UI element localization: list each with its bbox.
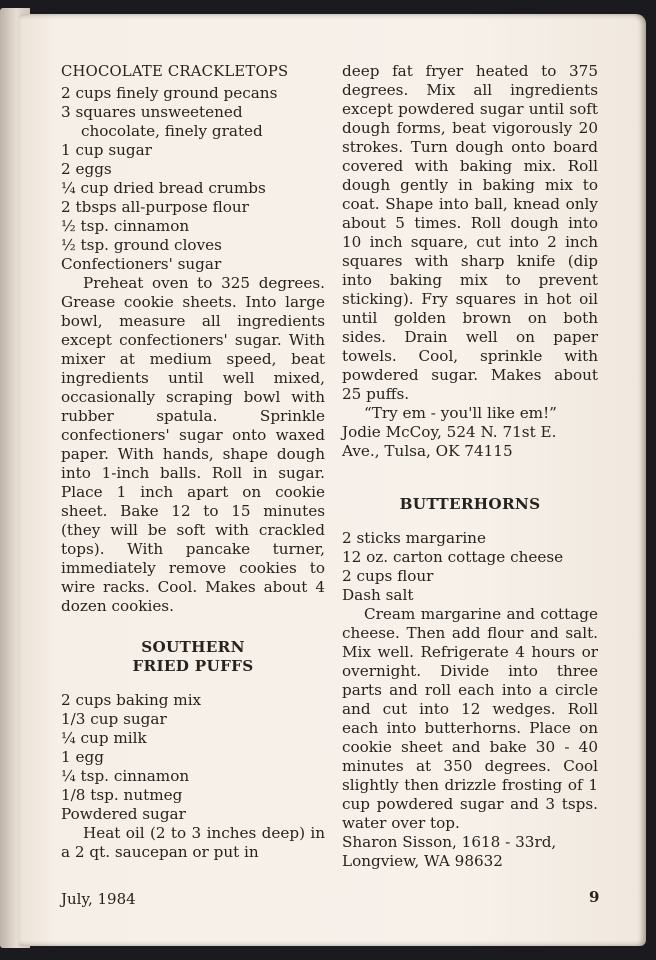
- ingredient: Confectioners' sugar: [61, 255, 222, 273]
- title-line: SOUTHERN: [141, 638, 245, 656]
- issue-date: July, 1984: [61, 890, 136, 908]
- ingredient: ¼ tsp. cinnamon: [61, 767, 190, 785]
- ingredient: chocolate, finely grated: [81, 122, 263, 140]
- ingredient: 1 cup sugar: [61, 141, 152, 159]
- ingredient: 3 squares unsweetened: [61, 103, 243, 121]
- ingredient: 2 cups finely ground pecans: [61, 84, 278, 102]
- directions-fried-puffs-start: Heat oil (2 to 3 inches deep) in a 2 qt. saucepan or put in: [61, 824, 325, 861]
- recipe-title-southern-fried-puffs: [61, 638, 325, 676]
- ingredient: 1 egg: [61, 748, 104, 766]
- magazine-page: [19, 14, 646, 946]
- contributor-line: Ave., Tulsa, OK 74115: [342, 442, 513, 460]
- contributor-line: Sharon Sisson, 1618 - 33rd,: [342, 833, 557, 851]
- ingredient: 2 sticks margarine: [342, 529, 486, 547]
- recipe-title-butterhorns: BUTTERHORNS: [399, 495, 541, 513]
- contributor-line: Jodie McCoy, 524 N. 71st E.: [342, 423, 557, 441]
- directions-crackletops: Preheat oven to 325 degrees. Grease cookie sheets. Into large bowl, measure all ingredients except confectioners' sugar. With mixer at medium speed, beat ingredients until well mixed, occasionally scraping bowl with rubber spatula. Sprinkle confectioners' sugar onto waxed paper. With hands, shape dough into 1-inch balls. Roll in sugar. Place 1 inch apart on cookie sheet. Bake 12 to 15 minutes (they will be soft with crackled tops). With pancake turner, immediately remove cookies to wire racks. Cool. Makes about 4 dozen cookies.: [61, 274, 325, 615]
- ingredient: ¼ cup milk: [61, 729, 147, 747]
- left-column: [61, 62, 325, 862]
- ingredient: 2 tbsps all-purpose flour: [61, 198, 249, 216]
- ingredient: 2 eggs: [61, 160, 112, 178]
- ingredient: 2 cups flour: [342, 567, 434, 585]
- ingredient: ½ tsp. cinnamon: [61, 217, 190, 235]
- ingredient: 1/3 cup sugar: [61, 710, 167, 728]
- title-line: FRIED PUFFS: [132, 657, 254, 675]
- contributor-line: Longview, WA 98632: [342, 852, 503, 870]
- ingredient-list-crackletops: [61, 84, 325, 274]
- recipe-title-chocolate-crackletops: CHOCOLATE CRACKLETOPS: [61, 63, 289, 80]
- ingredient: 2 cups baking mix: [61, 691, 202, 709]
- contributor-quote: “Try em - you'll like em!”: [364, 404, 557, 422]
- ingredient: 12 oz. carton cottage cheese: [342, 548, 564, 566]
- ingredient: ½ tsp. ground cloves: [61, 236, 222, 254]
- ingredient: 1/8 tsp. nutmeg: [61, 786, 183, 804]
- ingredient-list-butterhorns: [342, 529, 598, 605]
- directions-fried-puffs-continued: deep fat fryer heated to 375 degrees. Mix all ingredients except powdered sugar until soft dough forms, beat vigorously 20 strokes. Turn dough onto board covered with baking mix. Roll dough gently in baking mix to coat. Shape into ball, knead only about 5 times. Roll dough into 10 inch square, cut into 2 inch squares with sharp knife (dip into baking mix to prevent sticking). Fry squares in hot oil until golden brown on both sides. Drain well on paper towels. Cool, sprinkle with powdered sugar. Makes about 25 puffs.: [342, 62, 598, 403]
- directions-butterhorns: Cream margarine and cottage cheese. Then add flour and salt. Mix well. Refrigerate 4 hours or overnight. Divide into three parts and roll each into a circle and cut into 12 wedges. Roll each into butterhorns. Place on cookie sheet and bake 30 - 40 minutes at 350 degrees. Cool slightly then drizzle frosting of 1 cup powdered sugar and 3 tsps. water over top.: [342, 605, 598, 832]
- ingredient-list-fried-puffs: [61, 691, 325, 824]
- ingredient: ¼ cup dried bread crumbs: [61, 179, 266, 197]
- page-number: 9: [589, 888, 600, 906]
- ingredient: Dash salt: [342, 586, 414, 604]
- right-column: [342, 62, 598, 871]
- ingredient: Powdered sugar: [61, 805, 186, 823]
